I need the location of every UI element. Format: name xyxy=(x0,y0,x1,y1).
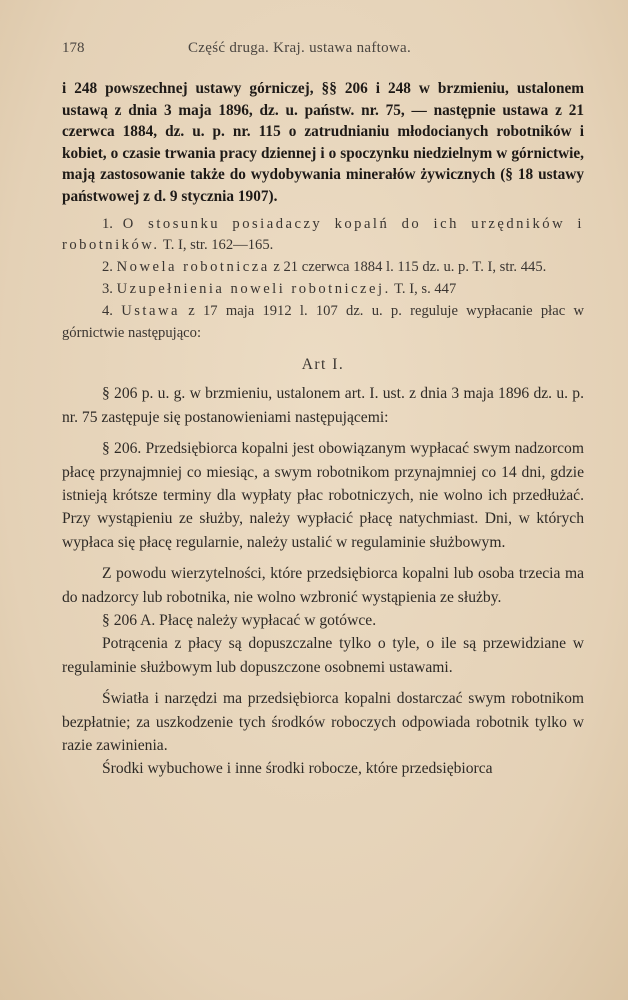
article-paragraph: Środki wybuchowe i inne środki robocze, które przedsiębiorca xyxy=(102,760,493,778)
list-item: 4. Ustawa z 17 maja 1912 l. 107 dz. u. p. reguluje wypłacanie płac w górnictwie następująco: xyxy=(62,302,584,341)
article-paragraph: Z powodu wierzytelności, które przedsiębiorca kopalni lub osoba trzecia ma do nadzorcy lub robotnika, nie wolno wzbronić wystąpienia ze służby. xyxy=(62,565,584,606)
article-paragraph: § 206 A. Płacę należy wypłacać w gotówce. xyxy=(102,612,377,629)
list-item: 1. O stosunku posiadaczy kopalń do ich urzędników i robotników. T. I, str. 162—165. xyxy=(62,215,584,254)
article-paragraph: Światła i narzędzi ma przedsiębiorca kopalni dostarczać swym robotnikom bezpłatnie; za uszkodzenie tych środków roboczych odpowiada robotnik tylko w razie zawinienia. xyxy=(62,690,584,755)
article-paragraph: § 206 p. u. g. w brzmieniu, ustalonem art. I. ust. z dnia 3 maja 1896 dz. u. p. nr. 75 zastępuje się postanowieniami następującemi: xyxy=(62,385,584,426)
page-body xyxy=(62,78,584,781)
page-number: 178 xyxy=(62,40,85,56)
intro-paragraph: i 248 powszechnej ustawy górniczej, §§ 206 i 248 w brzmieniu, ustalonem ustawą z dnia 3 maja 1896, dz. u. państw. nr. 75, — następnie ustawa z 21 czerwca 1884, dz. u. p. nr. 115 o zatrudnianiu młodocianych robotników i kobiet, o czasie trwania pracy dziennej i o spoczynku niedzielnym w górnictwie, mają zastosowanie także do wydobywania minerałów żywicznych (§ 18 ustawy państwowej z d. 9 stycznia 1907). xyxy=(62,80,584,205)
article-paragraph: Potrącenia z płacy są dopuszczalne tylko o tyle, o ile są przewidziane w regulaminie służbowym lub dopuszczone osobnemi ustawami. xyxy=(62,635,584,676)
article-paragraph: § 206. Przedsiębiorca kopalni jest obowiązanym wypłacać swym nadzorcom płacę przynajmniej co miesiąc, a swym robotnikom przynajmniej co 14 dni, gdzie istnieją krótsze terminy dla wypłaty płac robotniczych, nie wolno ich przedłużać. Przy wystąpieniu ze służby, należy wypłacić płacę natychmiast. Dni, w których wypłaca się płacę regularnie, należy ustalić w regulaminie służbowym. xyxy=(62,440,584,551)
list-item: 3. Uzupełnienia noweli robotniczej. T. I, s. 447 xyxy=(102,280,457,297)
list-item: 2. Nowela robotnicza z 21 czerwca 1884 l. 115 dz. u. p. T. I, str. 445. xyxy=(102,259,547,276)
article-heading: Art I. xyxy=(301,356,345,374)
running-title: Część druga. Kraj. ustawa naftowa. xyxy=(188,40,412,56)
reference-list xyxy=(62,214,584,345)
